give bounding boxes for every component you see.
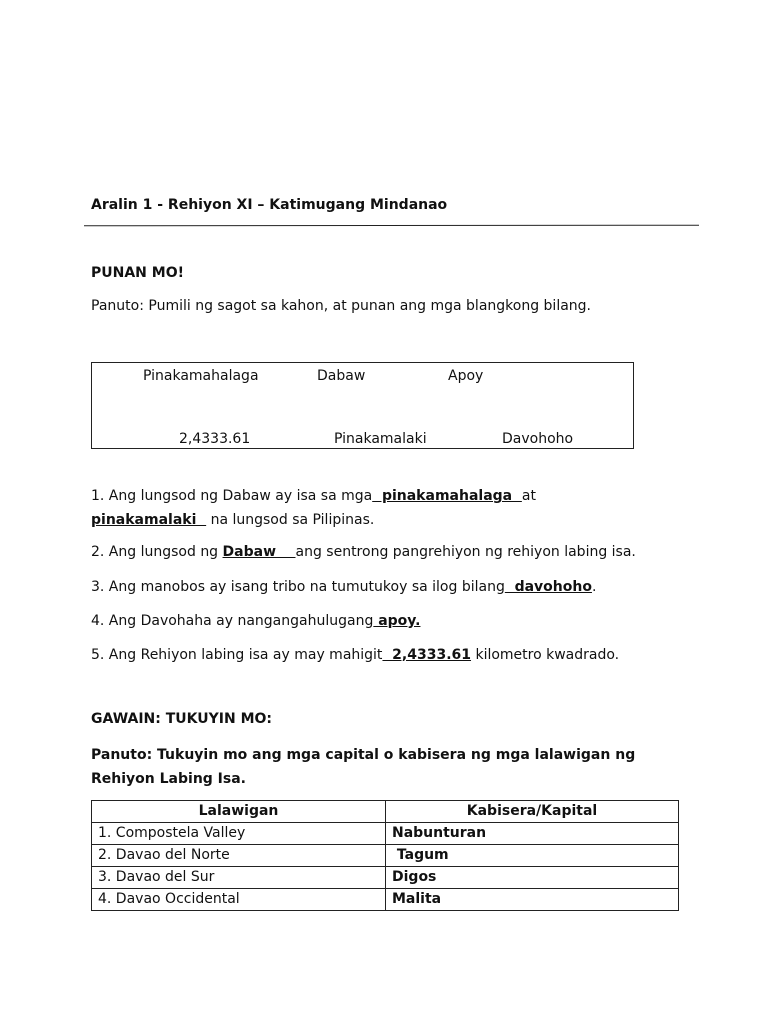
capital-cell: Digos (386, 867, 679, 889)
item-text: . (591, 579, 597, 595)
answer-blank: Dabaw (222, 544, 296, 560)
answer-blank: pinakamahalaga (372, 488, 522, 504)
capitals-table (91, 800, 679, 911)
item-text: ang sentrong pangrehiyon ng rehiyon labing isa. (295, 544, 636, 560)
province-cell: 1. Compostela Valley (92, 823, 386, 845)
table-row (92, 889, 679, 911)
list-item (91, 575, 651, 599)
capital-cell: Malita (386, 889, 679, 911)
table-row (92, 845, 679, 867)
choice-word: Apoy (448, 368, 484, 384)
punan-instruction (91, 298, 591, 314)
item-text: 2. Ang lungsod ng (91, 544, 223, 560)
answer-blank: 2,4333.61 (382, 647, 472, 663)
choice-word: 2,4333.61 (179, 431, 251, 447)
list-item (91, 484, 651, 532)
section-heading-gawain: GAWAIN: TUKUYIN MO: (91, 711, 273, 727)
province-cell: 2. Davao del Norte (92, 845, 386, 867)
choice-word: Dabaw (317, 368, 366, 384)
item-text: 3. Ang manobos ay isang tribo na tumutukoy sa ilog bilang (91, 579, 505, 595)
list-item (91, 540, 651, 564)
answer-blank: davohoho (504, 579, 592, 595)
title-divider (84, 225, 699, 227)
province-cell: 3. Davao del Sur (92, 867, 386, 889)
item-text: na lungsod sa Pilipinas. (206, 512, 375, 528)
choice-word: Pinakamalaki (334, 431, 427, 447)
choices-box (91, 362, 634, 449)
province-cell: 4. Davao Occidental (92, 889, 386, 911)
capital-cell: Tagum (386, 845, 679, 867)
column-header: Lalawigan (92, 801, 386, 823)
item-text: kilometro kwadrado. (471, 647, 620, 663)
item-text: 4. Ang Davohaha ay nangangahulugang (91, 613, 374, 629)
instruction-label: Panuto: (91, 298, 144, 314)
item-text: 1. Ang lungsod ng Dabaw ay isa sa mga (91, 488, 373, 504)
lesson-title: Aralin 1 - Rehiyon XI – Katimugang Mindanao (91, 197, 448, 213)
item-text: 5. Ang Rehiyon labing isa ay may mahigit (91, 647, 383, 663)
gawain-instruction: Panuto: Tukuyin mo ang mga capital o kabisera ng mga lalawigan ng Rehiyon Labing Isa. (91, 747, 636, 787)
list-item (91, 609, 651, 633)
answer-blank: pinakamalaki (91, 512, 207, 528)
answer-blank: apoy. (373, 613, 421, 629)
capital-cell: Nabunturan (386, 823, 679, 845)
item-text: at (521, 488, 536, 504)
choice-word: Pinakamahalaga (143, 368, 259, 384)
table-row (92, 867, 679, 889)
column-header: Kabisera/Kapital (386, 801, 679, 823)
choice-word: Davohoho (502, 431, 574, 447)
table-row (92, 823, 679, 845)
table-header-row (92, 801, 679, 823)
section-heading-punan: PUNAN MO! (91, 265, 184, 281)
instruction-text: Pumili ng sagot sa kahon, at punan ang mga blangkong bilang. (143, 298, 591, 314)
list-item (91, 643, 651, 667)
